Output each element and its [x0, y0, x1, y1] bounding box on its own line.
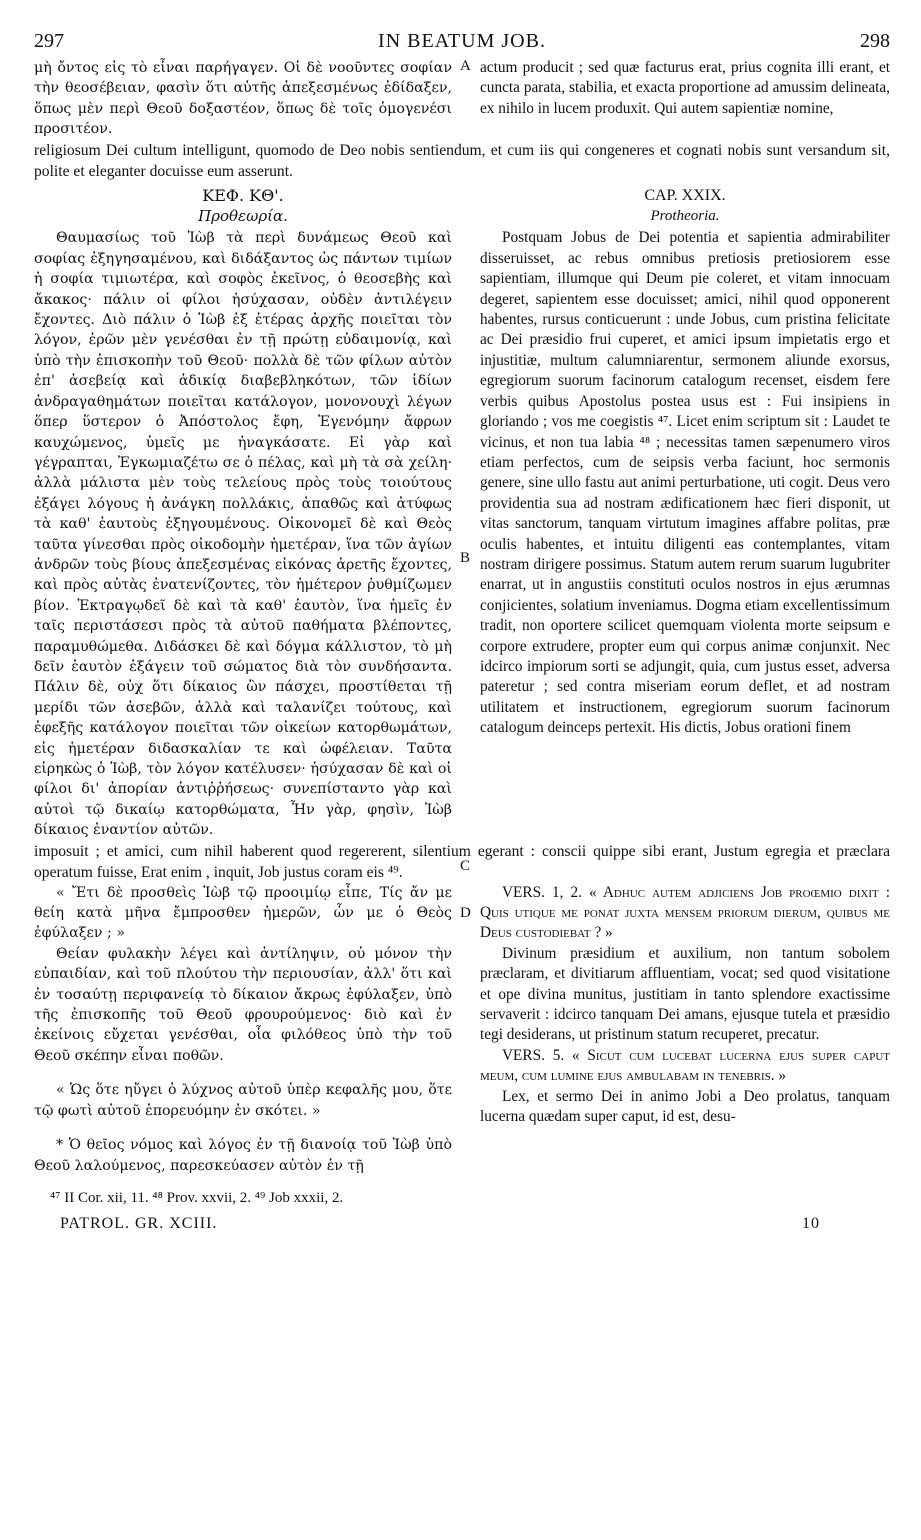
margin-markers [456, 228, 476, 875]
running-header [34, 30, 890, 58]
greek-verse-1: « Ἔτι δὲ προσθεὶς Ἰὼβ τῷ προοιμίῳ εἶπε, Τίς ἄν με θείη κατὰ μῆνα ἔμπροσθεν ἡμερῶν, ὧν με ὁ Θεὸς ἐφύλαξεν ; » [34, 884, 452, 942]
greek-commentary-1: Θείαν φυλακὴν λέγει καὶ ἀντίληψιν, οὐ μόνον τὴν εὐπαιδίαν, καὶ τοῦ πλούτου τὴν περιουσίαν, ἀλλ' ὅτι καὶ ἐν τοσαύτῃ περιφανείᾳ τὸ δίκαιον ἄκρως ἐφύλαξεν, ὑπὸ τῆς ἐπισκοπῆς τοῦ Θεοῦ φρουρούμενος· διὸ καὶ ἐν ἐκείνοις εὔχεται γενέσθαι, οἷα φιλόθεος ὑπὸ τὴν τοῦ Θεοῦ σκέπην εἶναι ποθῶν. [34, 945, 452, 1064]
latin-commentary-3: Lex, et sermo Dei in animo Jobi a Deo prolatus, tanquam lucerna quædam super caput, id est, desu- [480, 1087, 890, 1126]
latin-chapter-subtitle: Protheoria. [650, 208, 720, 225]
greek-chapter-subtitle: Προθεωρία. [198, 207, 288, 226]
footer-series: PATROL. GR. XCIII. [60, 1214, 218, 1232]
latin-top-text: actum producit ; sed quæ facturus erat, prius cognita illi erant, et cuncta parata, stabilia, et exacta proportione ad amussim delineata, ex nihilo in lucem produxit. Qui autem sapientiæ nomine, [480, 59, 890, 117]
greek-chapter-title: ΚΕΦ. ΚΘ'. [202, 185, 284, 205]
greek-top-text: μὴ ὄντος εἰς τὸ εἶναι παρήγαγεν. Οἱ δὲ νοοῦντες σοφίαν τὴν θεοσέβειαν, φασὶν ὅτι αὐτῆς ἀπεξεσμένως ἐδίδαξεν, ὅπως μὲν περὶ Θεοῦ δοξαστέον, ὅπως δὲ τοῖς ὁμογενέσι προσιτέον. [34, 60, 452, 138]
margin-marker-d-wrap [456, 883, 476, 1176]
left-page-number: 297 [34, 30, 64, 52]
latin-body-text: Postquam Jobus de Dei potentia et sapientia admirabiliter disseruisset, ac rebus omnibus pretiosis pretiosiorem esse sapientiam, illumque qui Deum pie coleret, et vitam innocuam degeret, sapientem esse docuisset; amici, nihil quod opponerent habentes, rursus conticuerunt : unde Jobus, cum pristina felicitate ac Dei præsidio frui cuperet, et amici ipsum impietatis ergo et injustitiæ, multum calumniarentur, sermonem aliunde exorsus, egregiorum suorum facinorum catalogum recenset, eisdem fere verbis quibus Apostolus postea usus est : Fui insipiens in gloriando ; vos me coegistis ⁴⁷. Licet enim scriptum sit : Laudet te vicinus, et non tua labia ⁴⁸ ; necessitas tamen sæpenumero viros etiam perfectos, cum de seipsis verba faciunt, hoc sermonis genere, sine ullo fastu aut animi perturbatione, uti cogit. Deus vero providentia sua ad nostram ædificationem hæc fieri disponit, ut vitas sanctorum, tanquam virtutum imagines affabre politas, præ oculis habentes, et intuitu diligenti eas contemplantes, vitam nostram dirigere possimus. Statum autem rerum suarum lugubriter enarrat, ut in angustiis constituti oculos nostros in ejus ærumnas conjicientes, solatium inveniamus. Dogma etiam excellentissimum tradit, non oportere scilicet quemquam violenta morte seipsum e corpore extrudere, propter eum qui corpus animæ conjunxit. Nec idcirco impiorum sorti se adjungit, quia, cum justus esset, adversa pateretur ; sed contra miseriam eorum deflet, et ad nostram utilitatem et instructionem, egregiorum suorum facinorum catalogum deinceps pertexit. His dictis, Jobus orationi finem [480, 229, 890, 737]
greek-verse-3: « Ὡς ὅτε ηὔγει ὁ λύχνος αὐτοῦ ὑπὲρ κεφαλῆς μου, ὅτε τῷ φωτὶ αὐτοῦ ἐπορευόμην ἐν σκότει. » [34, 1082, 452, 1119]
latin-verse-3: VERS. 5. « Sicut cum lucebat lucerna ejus super caput meum, cum lumine ejus ambulabam in tenebris. » [480, 1046, 890, 1085]
verse-columns [34, 883, 890, 1176]
top-block [34, 58, 890, 140]
full-width-text-2: imposuit ; et amici, cum nihil haberent quod regererent, silentium egerant : conscii quippe sibi erant, Justum egregia et præclara operatum fuisse, Erat enim , inquit, Job justus coram eis ⁴⁹. [34, 842, 890, 881]
full-width-text-1: religiosum Dei cultum intelligunt, quomodo de Deo nobis sentiendum, et cum iis qui congeneres et cognati nobis sunt versandum sit, polite et eleganter docuisse eum asserunt. [34, 141, 890, 180]
chapter-heading [34, 182, 890, 229]
running-title: IN BEATUM JOB. [378, 30, 546, 52]
page-footer [34, 1215, 890, 1233]
margin-marker-a: A [460, 58, 471, 74]
footer-signature: 10 [802, 1214, 820, 1232]
margin-marker-b: B [460, 550, 471, 567]
latin-commentary-1: Divinum præsidium et auxilium, non tantum sobolem præclaram, et divitiarum affluentiam, vocat; sed quod visitatione et ope divina munitus, justitiam in tanto splendore exactissime servaverit : idcirco tanquam Dei amans, ejusque tutela et præsidio tegi desiderans, ut pristinum statum recuperet, precatur. [480, 944, 890, 1044]
margin-marker-c: C [460, 858, 471, 875]
right-page-number: 298 [860, 30, 890, 52]
greek-body-text: Θαυμασίως τοῦ Ἰὼβ τὰ περὶ δυνάμεως Θεοῦ καὶ σοφίας ἐξηγησαμένου, καὶ διδάξαντος ὡς πάντων τιμίων ἡ σοφία τιμιωτέρα, καὶ σοφὸς ἐκεῖνος, ὁ θεοσεβὴς καὶ ἄκακος· πάλιν οἱ φίλοι ἡσύχασαν, οὐδὲν ἀντιλέγειν ἔχοντες. Διὸ πάλιν ὁ Ἰὼβ ἐξ ἑτέρας ἀρχῆς ποιεῖται τὸν λόγον, ἐρῶν μὲν γενέσθαι ἐν τῇ πρώτῃ εὐδαιμονίᾳ, καὶ ὑπὸ τὴν ἐπισκοπὴν τοῦ Θεοῦ· πολλὰ δὲ τῶν φίλων αὐτὸν ἐπ' ἀσεβείᾳ καὶ ἀδικίᾳ διαβεβληκότων, τῶν ἰδίων ἀνδραγαθημάτων ποιεῖται κατάλογον, μονονουχὶ λέγων ὅπερ ὕστερον ὁ Ἀπόστολος ἔφη, Ἐγενόμην ἄφρων καυχώμενος, ὑμεῖς με ἠναγκάσατε. Εἰ γὰρ καὶ γέγραπται, Ἐγκωμιαζέτω σε ὁ πέλας, καὶ μὴ τὰ σὰ χείλη· ἀλλὰ μάλιστα μὲν τοὺς τελείους πρὸς τοὺς τοιούτους ἐξάγει λόγους ἡ ἀνάγκη πολλάκις, ἀπαθῶς καὶ ἀτύφως τὰ καθ' ἑαυτοὺς ἐξηγουμένους. Οἰκονομεῖ δὲ καὶ Θεὸς ταῦτα γίνεσθαι πρὸς οἰκοδομὴν ἡμετέραν, ἵνα τῶν ἁγίων ἀνδρῶν τοὺς βίους ἀπεξεσμένας εἰκόνας ἀρετῆς ἔχοντες, καὶ πρὸς αὐτὰς ἐνατενίζοντες, τὸν ἡμέτερον ῥυθμίζωμεν βίον. Ἐκτραγῳδεῖ δὲ καὶ τὰ καθ' ἑαυτὸν, ἵνα ἡμεῖς ἐν ταῖς περιστάσεσι πρὸς τὰ αὐτοῦ παθήματα βλέποντες, παραμυθώμεθα. Διδάσκει δὲ καὶ δόγμα κάλλιστον, τὸ μὴ δεῖν ἑαυτὸν ἐξάγειν τοῦ σώματος διὰ τὸν συνδήσαντα. Πάλιν δὲ, οὐχ ὅτι δίκαιος ὢν πάσχει, προστίθεται τῇ μερίδι τῶν ἀσεβῶν, ἀλλὰ καὶ ταλανίζει τούτους, καὶ ἐφεξῆς κατάλογον ποιεῖται τῶν οἰκείων κατορθωμάτων, εἰς ἡμετέραν διδασκαλίαν τε καὶ ὠφέλειαν. Ταῦτα εἰρηκὼς ὁ Ἰὼβ, τὸν λόγον κατέλυσεν· ἡσύχασαν δὲ καὶ οἱ φίλοι δι' ἀπορίαν ἀντιῤῥήσεως· συνεπίσταντο γὰρ καὶ αὐτοὶ τῷ δικαίῳ κατορθώματα, Ἦν γὰρ, φησὶν, Ἰὼβ δίκαιος ἐναντίον αὐτῶν. [34, 230, 452, 839]
latin-chapter-title: CAP. XXIX. [644, 186, 726, 204]
margin-marker-d: D [460, 904, 471, 921]
latin-verse-1: VERS. 1, 2. « Adhuc autem adjiciens Job proœmio dixit : Quis utique me ponat juxta mensem priorum dierum, quibus me Deus custodiebat ? » [480, 883, 890, 942]
footnotes: ⁴⁷ II Cor. xii, 11. ⁴⁸ Prov. xxvii, 2. ⁴⁹ Job xxxii, 2. [50, 1189, 344, 1206]
page [34, 30, 890, 1520]
greek-commentary-3: * Ὁ θεῖος νόμος καὶ λόγος ἐν τῇ διανοίᾳ τοῦ Ἰὼβ ὑπὸ Θεοῦ λαλούμενος, παρεσκεύασεν αὐτὸν ἐν τῇ [34, 1137, 452, 1174]
